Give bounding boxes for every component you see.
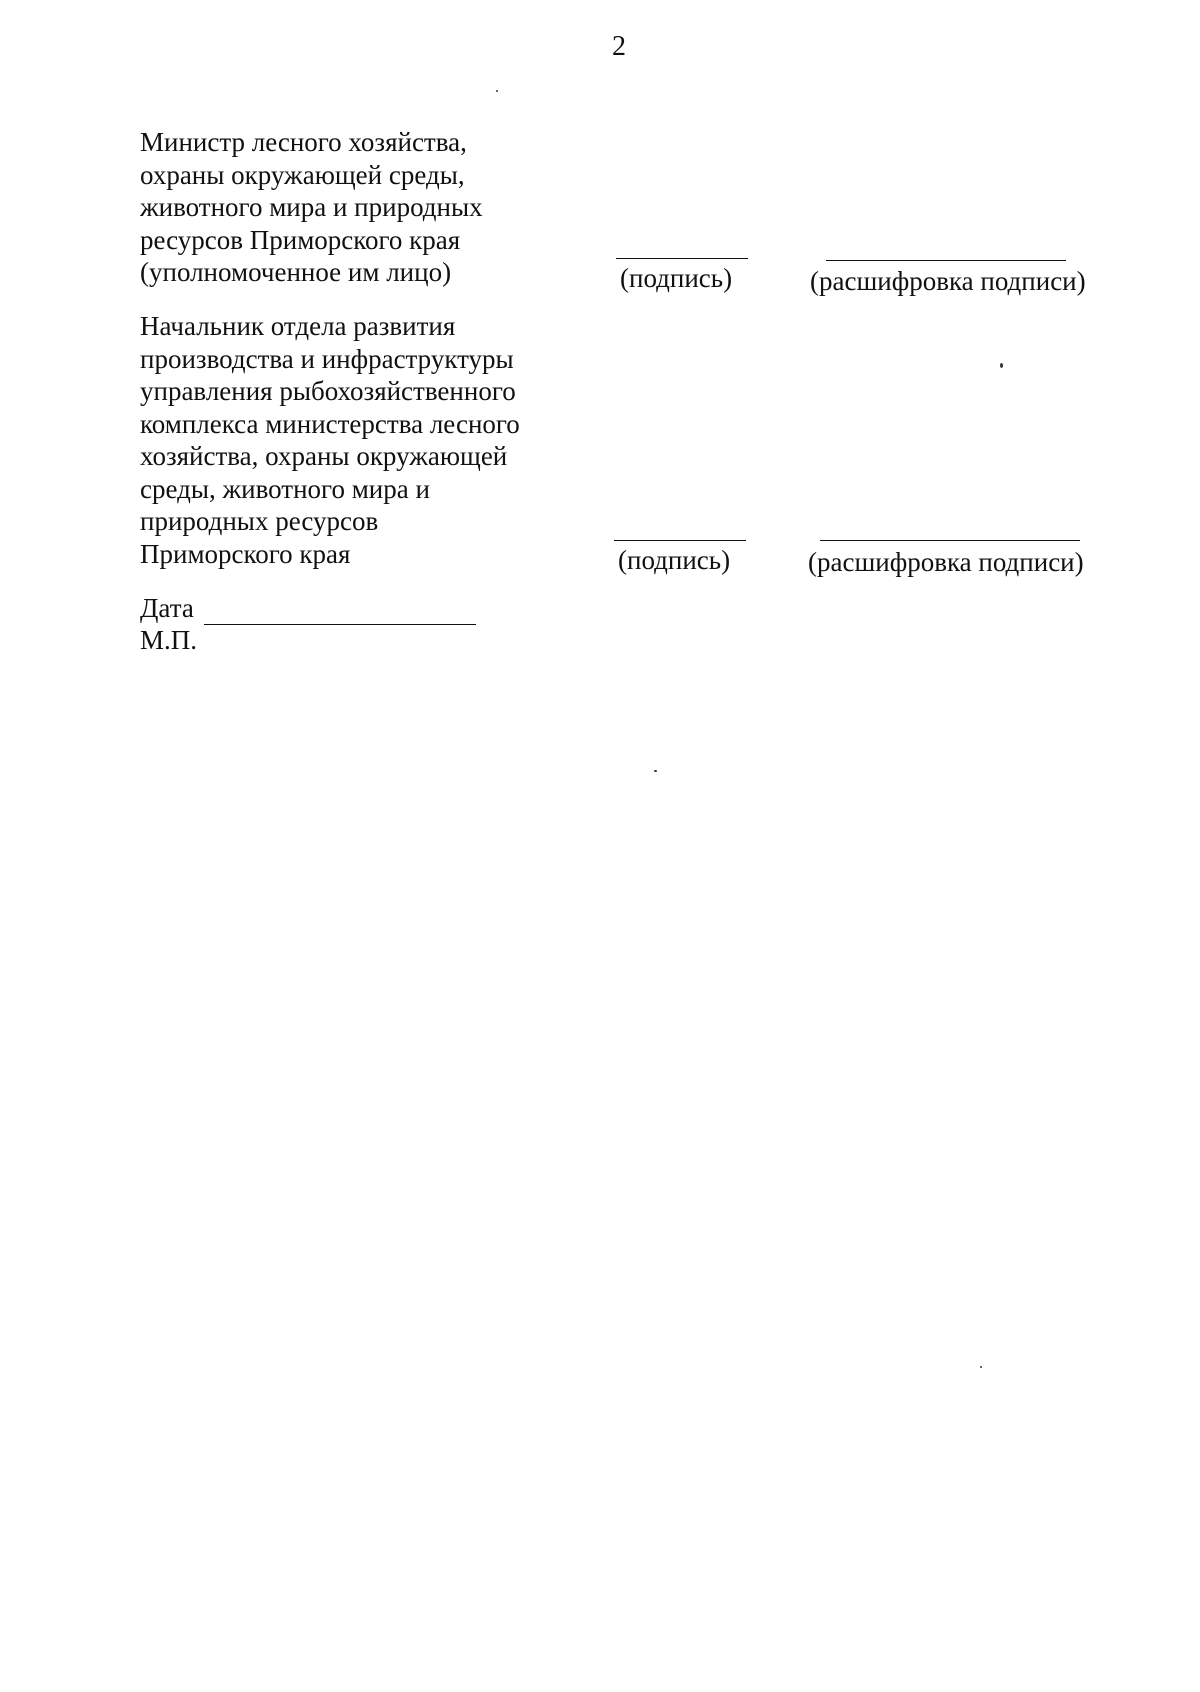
page-number: 2 bbox=[612, 31, 626, 62]
scan-speck bbox=[980, 1366, 982, 1368]
signature-decoding-caption: (расшифровка подписи) bbox=[810, 266, 1086, 296]
signature-decoding-caption: (расшифровка подписи) bbox=[808, 547, 1084, 577]
date-label: Дата bbox=[140, 593, 194, 623]
signature-caption: (подпись) bbox=[618, 545, 731, 575]
signature-decoding-line bbox=[826, 260, 1066, 261]
signature-caption: (подпись) bbox=[620, 263, 733, 293]
signature-line bbox=[616, 258, 748, 259]
scan-speck bbox=[496, 90, 498, 92]
scan-speck bbox=[654, 770, 657, 772]
signatory-title-minister: Министр лесного хозяйства, охраны окружающей среды, животного мира и природных ресурсов Приморского края (уполномоченное им лицо) bbox=[140, 127, 483, 287]
date-line bbox=[204, 624, 476, 625]
signature-line bbox=[614, 540, 746, 541]
signature-decoding-line bbox=[820, 540, 1080, 541]
signatory-title-department-head: Начальник отдела развития производства и инфраструктуры управления рыбохозяйственного комплекса министерства лесного хозяйства, охраны окружающей среды, животного мира и природных ресурсов Приморского края bbox=[140, 311, 520, 569]
stamp-place-label: М.П. bbox=[140, 625, 198, 655]
scan-speck bbox=[1000, 363, 1003, 368]
